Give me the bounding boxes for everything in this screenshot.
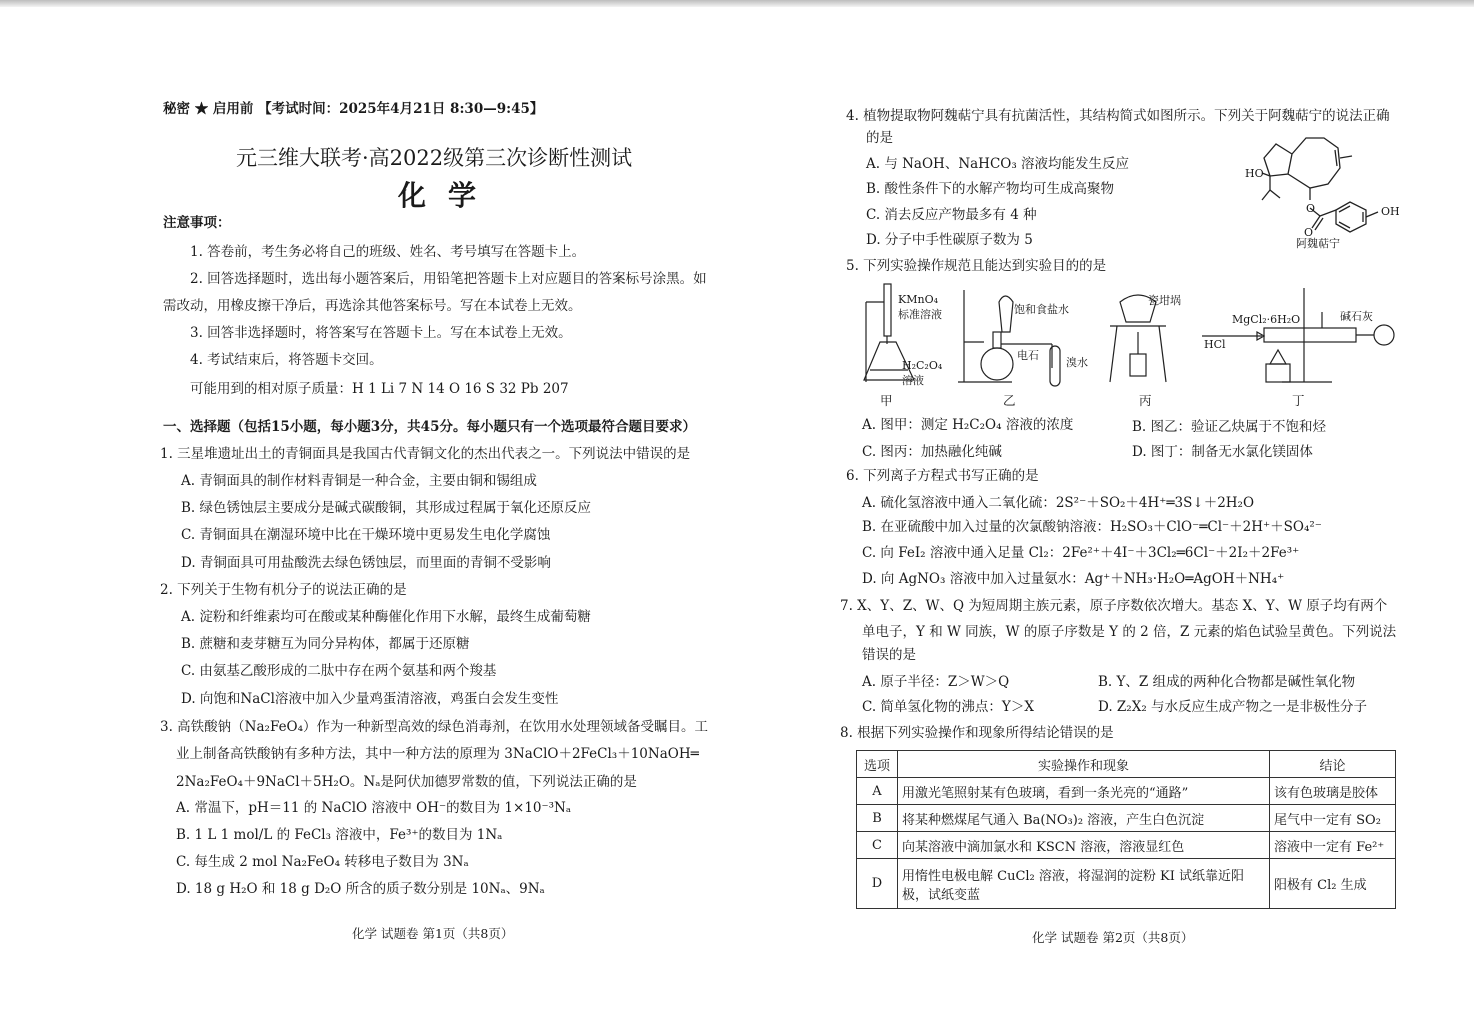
- q4-stem-line1: 4. 植物提取物阿魏萜宁具有抗菌活性，其结构简式如图所示。下列关于阿魏萜宁的说法正确: [846, 108, 1390, 124]
- q6-option-b: B. 在亚硫酸中加入过量的次氯酸钠溶液：H₂SO₃＋ClO⁻═Cl⁻＋2H⁺＋SO₄²⁻: [862, 519, 1322, 535]
- q7-option-c: C. 简单氢化物的沸点：Y＞X: [862, 699, 1034, 715]
- table-cell-conclusion: 该有色玻璃是胶体: [1270, 778, 1396, 805]
- confidential-line: 秘密 ★ 启用前 【考试时间：2025年4月21日 8:30—9:45】: [163, 101, 544, 117]
- q5-option-d: D. 图丁：制备无水氯化镁固体: [1132, 444, 1313, 460]
- table-cell-option: A: [857, 778, 898, 805]
- q2-option-d: D. 向饱和NaCl溶液中加入少量鸡蛋清溶液，鸡蛋白会发生变性: [181, 691, 559, 707]
- q3-option-d: D. 18 g H₂O 和 18 g D₂O 所含的质子数分别是 10Nₐ、9Nₐ: [176, 881, 545, 897]
- label-mgcl2: MgCl₂·6H₂O: [1232, 313, 1301, 326]
- table-cell-operation-line2: 极，试纸变蓝: [902, 887, 981, 903]
- fig-label-bing: 丙: [1139, 393, 1152, 408]
- q3-stem-line2: 业上制备高铁酸钠有多种方法，其中一种方法的原理为 3NaClO＋2FeCl₃＋10NaOH═: [176, 746, 699, 762]
- label-kmno4: KMnO₄: [898, 293, 938, 306]
- page-footer-1: 化学 试题卷 第1页（共8页）: [352, 926, 514, 941]
- table-cell-option: D: [857, 859, 898, 909]
- q3-stem-line1: 3. 高铁酸钠（Na₂FeO₄）作为一种新型高效的绿色消毒剂，在饮用水处理领域备受瞩目。工: [160, 719, 709, 735]
- q2-option-b: B. 蔗糖和麦芽糖互为同分异构体，都属于还原糖: [181, 636, 470, 652]
- atomic-masses: 可能用到的相对原子质量：H 1 Li 7 N 14 O 16 S 32 Pb 207: [190, 381, 569, 397]
- notice-item: 2. 回答选择题时，选出每小题答案后，用铅笔把答题卡上对应题目的答案标号涂黑。如: [190, 271, 707, 287]
- q7-option-b: B. Y、Z 组成的两种化合物都是碱性氧化物: [1098, 674, 1356, 690]
- table-cell-conclusion: 溶液中一定有 Fe²⁺: [1270, 832, 1396, 859]
- q3-option-b: B. 1 L 1 mol/L 的 FeCl₃ 溶液中，Fe³⁺的数目为 1Nₐ: [176, 827, 503, 843]
- notice-heading: 注意事项：: [163, 215, 231, 231]
- q7-stem-line3: 错误的是: [862, 647, 916, 663]
- table-row: [857, 805, 1396, 832]
- q7-stem-line2: 单电子，Y 和 W 同族，W 的原子序数是 Y 的 2 倍，Z 元素的焰色试验呈黄色。下列说法: [862, 624, 1397, 640]
- label-calcium-carbide: 电石: [1017, 349, 1039, 362]
- notice-item: 4. 考试结束后，将答题卡交回。: [190, 352, 383, 368]
- q7-stem-line1: 7. X、Y、Z、W、Q 为短周期主族元素，原子序数依次增大。基态 X、Y、W 原子均有两个: [840, 598, 1388, 614]
- q6-stem: 6. 下列离子方程式书写正确的是: [846, 468, 1039, 484]
- notice-item: 1. 答卷前，考生务必将自己的班级、姓名、考号填写在答题卡上。: [190, 244, 586, 260]
- table-row: [857, 832, 1396, 859]
- q2-option-c: C. 由氨基乙酸形成的二肽中存在两个氨基和两个羧基: [181, 663, 497, 679]
- q2-stem: 2. 下列关于生物有机分子的说法正确的是: [160, 582, 407, 598]
- scan-edge: [0, 0, 1474, 7]
- table-row: [857, 859, 1396, 909]
- label-crucible: 瓷坩埚: [1148, 294, 1181, 307]
- q6-option-a: A. 硫化氢溶液中通入二氧化硫：2S²⁻＋SO₂＋4H⁺═3S↓＋2H₂O: [862, 495, 1255, 511]
- table-cell-operation-line1: 用惰性电极电解 CuCl₂ 溶液，将湿润的淀粉 KI 试纸靠近阳: [902, 868, 1245, 884]
- table-header-row: [857, 751, 1396, 778]
- q5-stem: 5. 下列实验操作规范且能达到实验目的的是: [846, 258, 1107, 274]
- molecule-label-oh: OH: [1381, 205, 1400, 218]
- q1-stem: 1. 三星堆遗址出土的青铜面具是我国古代青铜文化的杰出代表之一。下列说法中错误的是: [160, 446, 691, 462]
- q2-option-a: A. 淀粉和纤维素均可在酸或某种酶催化作用下水解，最终生成葡萄糖: [181, 609, 591, 625]
- q8-stem: 8. 根据下列实验操作和现象所得结论错误的是: [840, 725, 1114, 741]
- q3-option-c: C. 每生成 2 mol Na₂FeO₄ 转移电子数目为 3Nₐ: [176, 854, 469, 870]
- q8-table: [856, 750, 1396, 909]
- q4-option-d: D. 分子中手性碳原子数为 5: [866, 232, 1033, 248]
- table-cell-option: C: [857, 832, 898, 859]
- fig-label-yi: 乙: [1003, 393, 1016, 408]
- table-cell-conclusion: 尾气中一定有 SO₂: [1270, 805, 1396, 832]
- fig-label-ding: 丁: [1292, 393, 1305, 408]
- molecule-name: 阿魏萜宁: [1296, 237, 1340, 250]
- table-cell-operation: [898, 859, 1270, 909]
- table-cell-operation: 向某溶液中滴加氯水和 KSCN 溶液，溶液显红色: [898, 832, 1270, 859]
- label-bromine-water: 溴水: [1066, 356, 1088, 369]
- q3-option-a: A. 常温下，pH＝11 的 NaClO 溶液中 OH⁻的数目为 1×10⁻³Nₐ: [176, 800, 572, 816]
- q5-option-c: C. 图丙：加热融化纯碱: [862, 444, 1002, 460]
- q4-option-c: C. 消去反应产物最多有 4 种: [866, 207, 1037, 223]
- label-kmno4-std: 标准溶液: [898, 308, 942, 321]
- q6-option-c: C. 向 FeI₂ 溶液中通入足量 Cl₂：2Fe²⁺＋4I⁻＋3Cl₂═6Cl⁻＋2I₂＋2Fe³⁺: [862, 545, 1300, 561]
- table-cell-conclusion: 阳极有 Cl₂ 生成: [1270, 859, 1396, 909]
- table-cell-operation: 将某种燃煤尾气通入 Ba(NO₃)₂ 溶液，产生白色沉淀: [898, 805, 1270, 832]
- label-brine: 饱和食盐水: [1014, 303, 1069, 316]
- q4-option-a: A. 与 NaOH、NaHCO₃ 溶液均能发生反应: [866, 156, 1130, 172]
- label-hcl: HCl: [1204, 338, 1226, 351]
- molecule-label-ho: HO: [1245, 167, 1264, 180]
- table-header-cell: 结论: [1270, 751, 1396, 778]
- label-h2c2o4: H₂C₂O₄: [902, 359, 943, 372]
- apparatus-figures: [862, 282, 1407, 392]
- table-row: [857, 778, 1396, 805]
- exam-title: 元三维大联考·高2022级第三次诊断性测试: [236, 146, 633, 170]
- q5-option-a: A. 图甲：测定 H₂C₂O₄ 溶液的浓度: [862, 417, 1074, 433]
- table-header-cell: 选项: [857, 751, 898, 778]
- q6-option-d: D. 向 AgNO₃ 溶液中加入过量氨水：Ag⁺＋NH₃·H₂O═AgOH＋NH₄⁺: [862, 571, 1285, 587]
- q4-option-b: B. 酸性条件下的水解产物均可生成高聚物: [866, 181, 1115, 197]
- page-footer-2: 化学 试题卷 第2页（共8页）: [1032, 930, 1194, 945]
- notice-item: 3. 回答非选择题时，将答案写在答题卡上。写在本试卷上无效。: [190, 325, 572, 341]
- q1-option-b: B. 绿色锈蚀层主要成分是碱式碳酸铜，其形成过程属于氧化还原反应: [181, 500, 592, 516]
- subject-title: 化学: [398, 179, 499, 212]
- molecule-label-o: O: [1304, 226, 1314, 239]
- q1-option-d: D. 青铜面具可用盐酸洗去绿色锈蚀层，而里面的青铜不受影响: [181, 555, 551, 571]
- q3-stem-line3: 2Na₂FeO₄＋9NaCl＋5H₂O。Nₐ是阿伏加德罗常数的值，下列说法正确的是: [176, 774, 637, 790]
- notice-item: 需改动，用橡皮擦干净后，再选涂其他答案标号。写在本试卷上无效。: [163, 298, 582, 314]
- q1-option-c: C. 青铜面具在潮湿环境中比在干燥环境中更易发生电化学腐蚀: [181, 527, 551, 543]
- label-solution: 溶液: [902, 374, 924, 387]
- molecule-label-o: O: [1306, 202, 1316, 215]
- section-heading: 一、选择题（包括15小题，每小题3分，共45分。每小题只有一个选项最符合题目要求）: [163, 419, 696, 435]
- label-soda-lime: 碱石灰: [1340, 310, 1373, 323]
- q4-stem-line2: 的是: [866, 130, 893, 146]
- q5-option-b: B. 图乙：验证乙炔属于不饱和烃: [1132, 419, 1327, 435]
- table-cell-operation: 用激光笔照射某有色玻璃，看到一条光亮的“通路”: [898, 778, 1270, 805]
- q1-option-a: A. 青铜面具的制作材料青铜是一种合金，主要由铜和锡组成: [181, 473, 537, 489]
- table-header-cell: 实验操作和现象: [898, 751, 1270, 778]
- table-cell-option: B: [857, 805, 898, 832]
- q7-option-a: A. 原子半径：Z＞W＞Q: [862, 674, 1010, 690]
- fig-label-jia: 甲: [880, 393, 893, 408]
- q7-option-d: D. Z₂X₂ 与水反应生成产物之一是非极性分子: [1098, 699, 1368, 715]
- molecule-structure-figure: [1240, 128, 1420, 250]
